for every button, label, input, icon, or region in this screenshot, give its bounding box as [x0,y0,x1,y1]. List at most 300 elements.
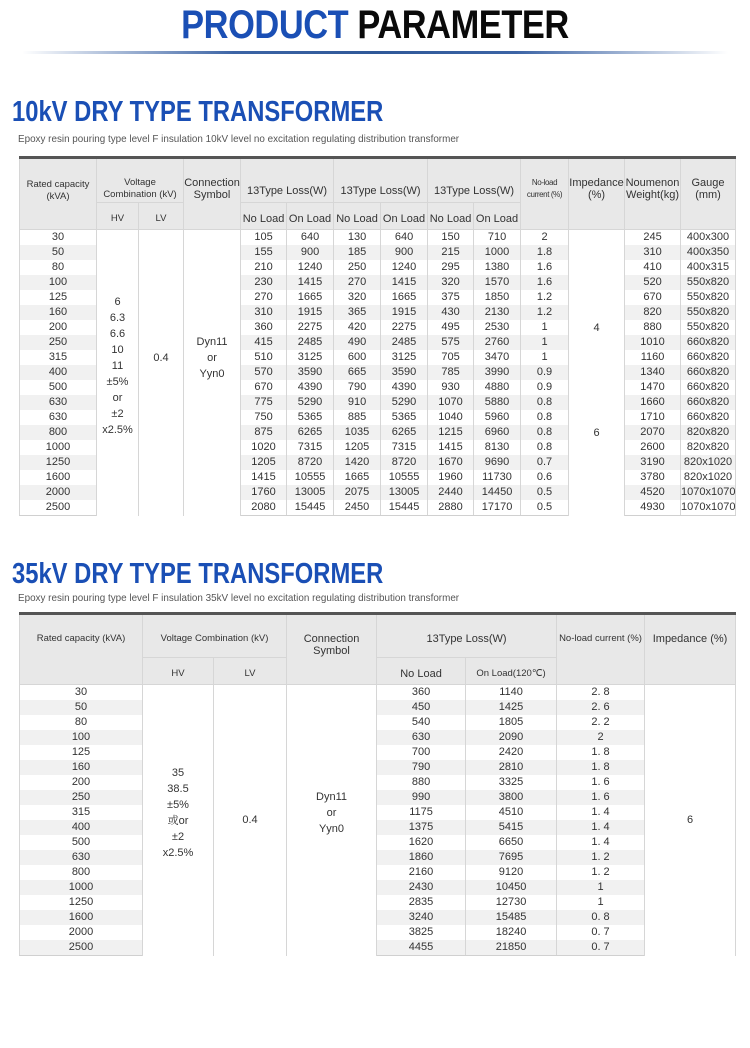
header-loss-group: 13Type Loss(W) [377,614,557,658]
header-lv: LV [214,658,287,685]
nl2-cell: 600 [334,350,381,365]
nl2-cell: 1420 [334,455,381,470]
weight-cell: 670 [625,290,681,305]
nl2-cell: 420 [334,320,381,335]
hv-merged-cell-line: 35 [171,767,185,779]
nl2-cell: 490 [334,335,381,350]
gauge-cell: 820x820 [681,425,736,440]
header-loss-group-2: 13Type Loss(W) [334,158,428,203]
header-connection-symbol: Connection Symbol [184,158,241,230]
rated-capacity-cell: 200 [20,775,143,790]
ol-cell: 2420 [466,745,557,760]
ol1-cell: 4390 [287,380,334,395]
nl2-cell: 130 [334,230,381,246]
ol1-cell: 10555 [287,470,334,485]
gauge-cell: 660x820 [681,380,736,395]
cur-cell: 1 [521,335,569,350]
gauge-cell: 820x1020 [681,455,736,470]
ol1-cell: 15445 [287,500,334,516]
ol-cell: 1425 [466,700,557,715]
cur-cell: 1 [521,320,569,335]
ol-cell: 3800 [466,790,557,805]
header-voltage-combination: Voltage Combination (kV) [143,614,287,658]
nl-cell: 790 [377,760,466,775]
rated-capacity-cell: 500 [20,835,143,850]
header-impedance: Impedance (%) [569,158,625,230]
weight-cell: 245 [625,230,681,246]
connection-merged-cell-line: Dyn11 [316,791,347,803]
header-on-load-2: On Load [381,203,428,230]
nl1-cell: 310 [241,305,287,320]
ol3-cell: 710 [474,230,521,246]
cur-cell: 0.8 [521,440,569,455]
spec-table-10kv [19,156,736,516]
header-rated-capacity: Rated capacity (kVA) [20,614,143,685]
header-voltage-combination: Voltage Combination (kV) [97,158,184,203]
nl2-cell: 270 [334,275,381,290]
ol2-cell: 5365 [381,410,428,425]
cur-cell: 1. 4 [557,820,645,835]
nl-cell: 1620 [377,835,466,850]
nl1-cell: 210 [241,260,287,275]
cur-cell: 1 [521,350,569,365]
nl1-cell: 360 [241,320,287,335]
cur-cell: 2. 2 [557,715,645,730]
rated-capacity-cell: 1600 [20,910,143,925]
cur-cell: 2. 8 [557,685,645,701]
table-row [20,850,736,865]
table-row [20,745,736,760]
gauge-cell: 400x350 [681,245,736,260]
nl2-cell: 1665 [334,470,381,485]
nl1-cell: 2080 [241,500,287,516]
ol2-cell: 5290 [381,395,428,410]
rated-capacity-cell: 100 [20,730,143,745]
ol1-cell: 5290 [287,395,334,410]
weight-cell: 2070 [625,425,681,440]
nl1-cell: 775 [241,395,287,410]
nl1-cell: 750 [241,410,287,425]
nl1-cell: 1415 [241,470,287,485]
weight-cell: 4930 [625,500,681,516]
table-row [20,910,736,925]
rated-capacity-cell: 2500 [20,940,143,956]
nl2-cell: 665 [334,365,381,380]
header-on-load-3: On Load [474,203,521,230]
ol3-cell: 1000 [474,245,521,260]
cur-cell: 2. 6 [557,700,645,715]
table-row [20,805,736,820]
rated-capacity-cell: 630 [20,850,143,865]
weight-cell: 1710 [625,410,681,425]
rated-capacity-cell: 800 [20,865,143,880]
ol1-cell: 8720 [287,455,334,470]
ol3-cell: 2760 [474,335,521,350]
weight-cell: 3780 [625,470,681,485]
nl2-cell: 910 [334,395,381,410]
nl3-cell: 430 [428,305,474,320]
nl1-cell: 570 [241,365,287,380]
hv-merged-cell-line: ±5% [106,376,129,388]
nl-cell: 2835 [377,895,466,910]
cur-cell: 2 [557,730,645,745]
ol2-cell: 1415 [381,275,428,290]
ol2-cell: 1915 [381,305,428,320]
ol2-cell: 1665 [381,290,428,305]
cur-cell: 1. 2 [557,850,645,865]
weight-cell: 1160 [625,350,681,365]
nl-cell: 990 [377,790,466,805]
hv-merged-cell-line: 11 [111,360,124,372]
nl1-cell: 510 [241,350,287,365]
header-on-load-1: On Load [287,203,334,230]
connection-merged-cell-line: Yyn0 [318,823,345,835]
header-weight: Noumenon Weight(kg) [625,158,681,230]
header-no-load: No Load [377,658,466,685]
rated-capacity-cell: 30 [20,230,97,246]
rated-capacity-cell: 800 [20,425,97,440]
hv-merged-cell-line: 6.3 [109,312,126,324]
ol3-cell: 1850 [474,290,521,305]
cur-cell: 1 [557,880,645,895]
cur-cell: 0. 7 [557,940,645,956]
ol3-cell: 2130 [474,305,521,320]
ol2-cell: 3125 [381,350,428,365]
weight-cell: 1340 [625,365,681,380]
hv-merged-cell-line: 6.6 [109,328,126,340]
ol-cell: 4510 [466,805,557,820]
header-loss-group-1: 13Type Loss(W) [241,158,334,203]
table-row [20,685,736,701]
cur-cell: 1. 2 [557,865,645,880]
nl3-cell: 295 [428,260,474,275]
cur-cell: 0.5 [521,500,569,516]
ol2-cell: 6265 [381,425,428,440]
ol2-cell: 900 [381,245,428,260]
rated-capacity-cell: 50 [20,700,143,715]
nl-cell: 2160 [377,865,466,880]
gauge-cell: 550x820 [681,320,736,335]
nl-cell: 4455 [377,940,466,956]
nl3-cell: 785 [428,365,474,380]
page-title-part2: PARAMETER [357,3,569,47]
nl3-cell: 575 [428,335,474,350]
hv-merged-cell-line: 6 [114,296,121,308]
header-no-load-current: No-load current (%) [521,158,569,230]
rated-capacity-cell: 50 [20,245,97,260]
ol2-cell: 2275 [381,320,428,335]
rated-capacity-cell: 200 [20,320,97,335]
gauge-cell: 660x820 [681,395,736,410]
rated-capacity-cell: 400 [20,820,143,835]
cur-cell: 1.6 [521,275,569,290]
ol2-cell: 13005 [381,485,428,500]
weight-cell: 1470 [625,380,681,395]
rated-capacity-cell: 2500 [20,500,97,516]
nl1-cell: 875 [241,425,287,440]
ol1-cell: 2275 [287,320,334,335]
rated-capacity-cell: 160 [20,760,143,775]
nl1-cell: 105 [241,230,287,246]
table-row [20,880,736,895]
ol-cell: 21850 [466,940,557,956]
ol-cell: 10450 [466,880,557,895]
table-row [20,820,736,835]
section-title-35kv: 35kV DRY TYPE TRANSFORMER [12,558,384,590]
ol1-cell: 1665 [287,290,334,305]
nl-cell: 700 [377,745,466,760]
header-no-load-3: No Load [428,203,474,230]
cur-cell: 1. 8 [557,745,645,760]
ol3-cell: 4880 [474,380,521,395]
title-divider [22,51,728,54]
rated-capacity-cell: 1250 [20,455,97,470]
gauge-cell: 660x820 [681,335,736,350]
rated-capacity-cell: 80 [20,260,97,275]
gauge-cell: 550x820 [681,275,736,290]
cur-cell: 1. 8 [557,760,645,775]
cur-cell: 1 [557,895,645,910]
nl-cell: 3240 [377,910,466,925]
nl2-cell: 1205 [334,440,381,455]
header-no-load-2: No Load [334,203,381,230]
ol-cell: 3325 [466,775,557,790]
ol2-cell: 640 [381,230,428,246]
ol-cell: 1140 [466,685,557,701]
ol1-cell: 1915 [287,305,334,320]
cur-cell: 0.8 [521,395,569,410]
table-row [20,835,736,850]
ol1-cell: 6265 [287,425,334,440]
ol3-cell: 2530 [474,320,521,335]
connection-merged-cell-line: or [326,807,337,819]
cur-cell: 0.7 [521,455,569,470]
rated-capacity-cell: 80 [20,715,143,730]
cur-cell: 1. 4 [557,805,645,820]
ol1-cell: 2485 [287,335,334,350]
nl-cell: 1860 [377,850,466,865]
rated-capacity-cell: 2000 [20,925,143,940]
weight-cell: 820 [625,305,681,320]
nl3-cell: 930 [428,380,474,395]
gauge-cell: 660x820 [681,410,736,425]
ol3-cell: 9690 [474,455,521,470]
weight-cell: 4520 [625,485,681,500]
header-lv: LV [139,203,184,230]
table-row [20,925,736,940]
ol3-cell: 11730 [474,470,521,485]
hv-merged-cell [143,685,214,956]
nl2-cell: 365 [334,305,381,320]
ol3-cell: 1570 [474,275,521,290]
nl-cell: 450 [377,700,466,715]
nl3-cell: 2880 [428,500,474,516]
ol1-cell: 1415 [287,275,334,290]
rated-capacity-cell: 250 [20,790,143,805]
gauge-cell: 820x1020 [681,470,736,485]
nl2-cell: 185 [334,245,381,260]
ol2-cell: 8720 [381,455,428,470]
gauge-cell: 1070x1070 [681,486,736,498]
table-row [20,700,736,715]
nl2-cell: 2075 [334,485,381,500]
table-row [20,775,736,790]
nl3-cell: 1215 [428,425,474,440]
cur-cell: 0. 7 [557,925,645,940]
rated-capacity-cell: 30 [20,685,143,701]
cur-cell: 0.9 [521,380,569,395]
hv-merged-cell-line: 或or [167,815,189,827]
table-row [20,895,736,910]
header-on-load: On Load(120℃) [466,658,557,685]
hv-merged-cell-line: 10 [111,344,124,356]
ol3-cell: 17170 [474,500,521,516]
gauge-cell: 550x820 [681,290,736,305]
rated-capacity-cell: 1250 [20,895,143,910]
ol1-cell: 5365 [287,410,334,425]
header-connection-symbol: Connection Symbol [287,614,377,685]
ol-cell: 1805 [466,715,557,730]
ol2-cell: 1240 [381,260,428,275]
hv-merged-cell-line: x2.5% [102,424,133,436]
nl3-cell: 375 [428,290,474,305]
rated-capacity-cell: 2000 [20,485,97,500]
header-hv: HV [97,203,139,230]
gauge-cell: 660x820 [681,350,736,365]
nl1-cell: 670 [241,380,287,395]
impedance-merged-cell: 6 [645,685,736,956]
cur-cell: 0.5 [521,485,569,500]
weight-cell: 520 [625,275,681,290]
weight-cell: 1010 [625,335,681,350]
ol2-cell: 15445 [381,500,428,516]
hv-merged-cell-line: x2.5% [162,847,194,859]
impedance-merged-cell: 4 [569,230,625,426]
table-row [20,790,736,805]
ol-cell: 6650 [466,835,557,850]
ol1-cell: 7315 [287,440,334,455]
cur-cell: 1.8 [521,245,569,260]
weight-cell: 1660 [625,395,681,410]
connection-merged-cell [184,230,241,516]
ol3-cell: 6960 [474,425,521,440]
weight-cell: 2600 [625,440,681,455]
nl3-cell: 2440 [428,485,474,500]
ol1-cell: 13005 [287,485,334,500]
weight-cell: 410 [625,260,681,275]
table-row [20,230,736,246]
nl1-cell: 270 [241,290,287,305]
connection-merged-cell-line: Dyn11 [196,336,228,348]
lv-merged-cell: 0.4 [139,230,184,516]
nl2-cell: 790 [334,380,381,395]
table-row [20,730,736,745]
nl-cell: 540 [377,715,466,730]
gauge-cell: 550x820 [681,305,736,320]
rated-capacity-cell: 630 [20,395,97,410]
ol1-cell: 1240 [287,260,334,275]
cur-cell: 1. 4 [557,835,645,850]
ol-cell: 12730 [466,895,557,910]
hv-merged-cell-line: ±2 [171,831,185,843]
cur-cell: 1.2 [521,305,569,320]
ol3-cell: 1380 [474,260,521,275]
ol-cell: 15485 [466,910,557,925]
header-impedance: Impedance (%) [645,614,736,685]
impedance-merged-cell: 6 [569,425,625,516]
nl2-cell: 320 [334,290,381,305]
cur-cell: 0.8 [521,425,569,440]
rated-capacity-cell: 1600 [20,470,97,485]
table-row [20,940,736,956]
nl3-cell: 705 [428,350,474,365]
table-row [20,760,736,775]
ol-cell: 2090 [466,730,557,745]
weight-cell: 880 [625,320,681,335]
ol1-cell: 3590 [287,365,334,380]
cur-cell: 1.2 [521,290,569,305]
rated-capacity-cell: 100 [20,275,97,290]
nl3-cell: 320 [428,275,474,290]
ol2-cell: 4390 [381,380,428,395]
rated-capacity-cell: 160 [20,305,97,320]
page-title [53,2,698,48]
weight-cell: 310 [625,245,681,260]
header-hv: HV [143,658,214,685]
nl-cell: 1375 [377,820,466,835]
cur-cell: 0.8 [521,410,569,425]
ol2-cell: 2485 [381,335,428,350]
cur-cell: 0.6 [521,470,569,485]
nl3-cell: 1415 [428,440,474,455]
nl2-cell: 2450 [334,500,381,516]
connection-merged-cell [287,685,377,956]
ol1-cell: 640 [287,230,334,246]
ol1-cell: 3125 [287,350,334,365]
ol3-cell: 5960 [474,410,521,425]
nl1-cell: 1205 [241,455,287,470]
section-title-10kv: 10kV DRY TYPE TRANSFORMER [12,96,384,128]
nl-cell: 3825 [377,925,466,940]
section-subtitle-10kv: Epoxy resin pouring type level F insulation 10kV level no excitation regulating distribution transformer [18,133,460,145]
ol1-cell: 900 [287,245,334,260]
nl-cell: 1175 [377,805,466,820]
rated-capacity-cell: 400 [20,365,97,380]
header-rated-capacity: Rated capacity (kVA) [20,158,97,230]
ol3-cell: 8130 [474,440,521,455]
cur-cell: 1. 6 [557,775,645,790]
weight-cell: 3190 [625,455,681,470]
spec-table-35kv [19,612,736,956]
nl1-cell: 155 [241,245,287,260]
header-loss-group-3: 13Type Loss(W) [428,158,521,203]
rated-capacity-cell: 315 [20,350,97,365]
nl-cell: 630 [377,730,466,745]
hv-merged-cell-line: or [112,392,123,404]
rated-capacity-cell: 125 [20,745,143,760]
nl3-cell: 215 [428,245,474,260]
header-no-load-1: No Load [241,203,287,230]
cur-cell: 1.6 [521,260,569,275]
nl3-cell: 495 [428,320,474,335]
cur-cell: 0.9 [521,365,569,380]
ol2-cell: 7315 [381,440,428,455]
nl2-cell: 1035 [334,425,381,440]
ol-cell: 18240 [466,925,557,940]
nl1-cell: 1760 [241,485,287,500]
lv-merged-cell: 0.4 [214,685,287,956]
nl-cell: 880 [377,775,466,790]
